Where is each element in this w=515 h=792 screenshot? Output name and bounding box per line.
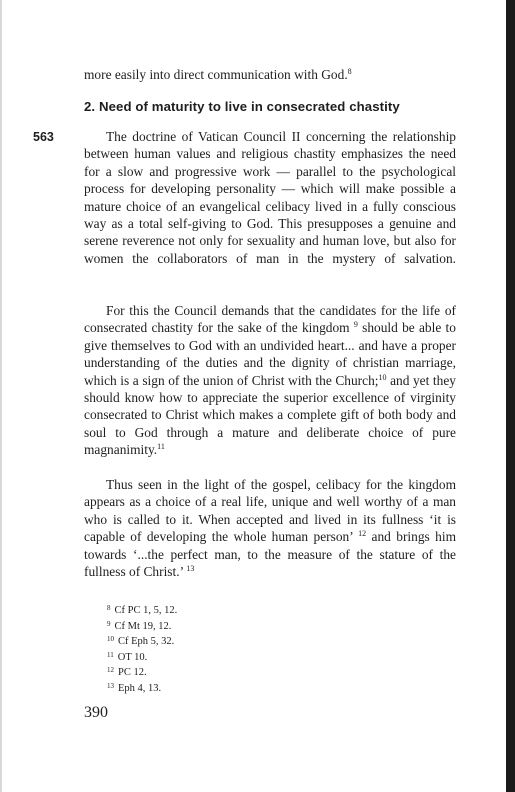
footnote-number: 13 [107,681,114,690]
page-right-edge [506,0,515,792]
page-number: 390 [84,704,108,721]
footnote-number: 10 [107,635,114,644]
section-heading: 2. Need of maturity to live in consecrated chastity [84,99,400,114]
footnote-number: 11 [107,650,114,659]
note-ref-11: 11 [157,442,165,452]
paragraph-3-part-b: and brings him towards ‘...the perfect man, to the measure of the stature of the fullness of Christ.’ [84,529,456,580]
continued-line [84,66,456,83]
footnote-number: 8 [107,604,111,612]
footnote-text: PC 12. [118,667,147,679]
footnote-number: 12 [107,666,114,675]
footnote [107,680,177,696]
footnote-number: 9 [107,619,111,628]
footnote [107,602,177,618]
footnote-text: Cf Eph 5, 32. [118,636,175,648]
note-ref-12: 12 [358,529,367,539]
footnote [107,664,177,680]
note-ref-8: 8 [347,67,352,76]
paragraph-2-part-a: For this the Council demands that the candidates for the life of consecrated chastity for the sake of the kingdom [84,303,456,336]
paragraph-3 [84,476,456,580]
footnote [107,649,177,665]
footnote [107,633,177,649]
note-ref-10: 10 [378,372,387,382]
paragraph-3-part-a: Thus seen in the light of the gospel, celibacy for the kingdom appears as a choice of a real life, unique and well worthy of a man who is called to it. When accepted and lived in its fullness ‘it is capable of developing the whole human person’ [84,477,456,545]
page-left-shadow [0,0,2,792]
paragraph-1: The doctrine of Vatican Council II concerning the relationship between human values and religious chastity emphasizes the need for a slow and progressive work — parallel to the psychological process for developing personality — which will make possible a mature choice of an evangelical celibacy lived in a fully conscious way as a total self-giving to God. This presupposes a genuine and serene reverence not only for sexuality and human love, but also for women the collaborators of man in the mystery of salvation. [84,129,456,266]
margin-paragraph-number: 563 [33,130,54,144]
paragraph-2 [84,302,456,459]
paragraph-2-part-b: should be able to give themselves to God with an undivided heart... and have a proper understanding of the duties and the dignity of christian marriage, which is a sign of the union of Christ with the Church; [84,320,456,388]
footnote-text: Eph 4, 13. [118,682,162,694]
footnote [107,618,177,634]
note-ref-9: 9 [353,320,358,330]
continued-line-text: more easily into direct communication with God. [84,67,348,82]
footnote-text: OT 10. [117,651,148,663]
footnote-text: Cf PC 1, 5, 12. [114,605,178,616]
footnotes [107,602,177,696]
paragraph-2-part-c: and yet they should know how to appreciate the superior excellence of virginity consecrated to Christ which makes a complete gift of both body and soul to God through a mature and deliberate choice of pure magnanimity. [84,372,456,458]
footnote-text: Cf Mt 19, 12. [114,620,172,632]
note-ref-13: 13 [186,564,195,574]
